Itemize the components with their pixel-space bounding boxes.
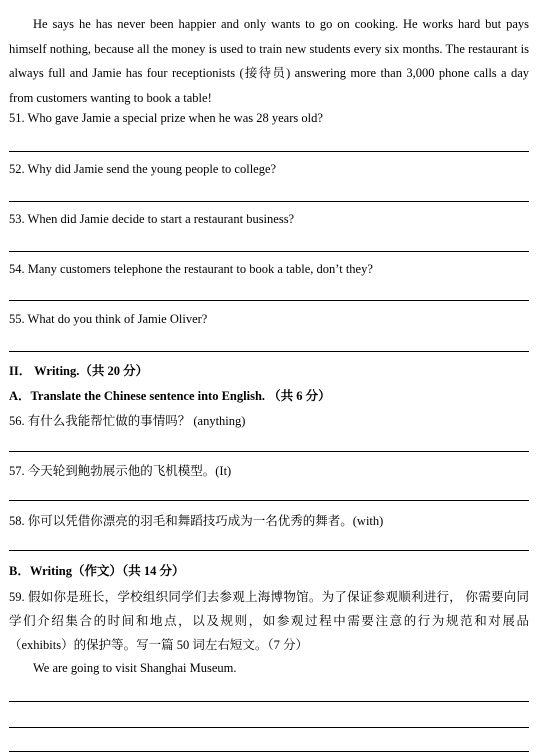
section-heading-writing: II． Writing.（共 20 分） (9, 364, 149, 378)
question-57: 57. 今天轮到鲍勃展示他的飞机模型。(It) (9, 464, 232, 478)
essay-line-1[interactable] (9, 701, 529, 702)
passage-text: He says he has never been happier and only wants to go on cooking. He works hard but pays himself nothing, because all the money is used to train new students every six months. The restaurant is always full and Jamie has four receptionists (接待员) answering more than 3,000 phone calls a day from customers wanting to book a table! (9, 17, 529, 105)
part-b-heading: B．Writing（作文）（共 14 分） (9, 564, 185, 578)
essay-prompt: 59. 假如你是班长，学校组织同学们去参观上海博物馆。为了保证参观顺利进行， 你需要向同学们介绍集合的时间和地点，以及规则，如参观过程中需要注意的行为规范和对展品（exhibits）的保护等。写一篇 50 词左右短文。（7 分） (9, 590, 529, 652)
passage-paragraph (9, 12, 529, 110)
answer-line-53[interactable] (9, 251, 529, 252)
answer-line-52[interactable] (9, 201, 529, 202)
answer-line-56[interactable] (9, 451, 529, 452)
part-a-heading: A．Translate the Chinese sentence into English. （共 6 分） (9, 389, 331, 403)
answer-line-57[interactable] (9, 500, 529, 501)
answer-line-55[interactable] (9, 351, 529, 352)
question-52: 52. Why did Jamie send the young people to college? (9, 162, 277, 176)
essay-opening-sentence: We are going to visit Shanghai Museum. (33, 661, 237, 675)
answer-line-54[interactable] (9, 300, 529, 301)
essay-line-2[interactable] (9, 727, 529, 728)
essay-line-3[interactable] (9, 751, 529, 752)
question-56: 56. 有什么我能帮忙做的事情吗？ (anything) (9, 414, 246, 428)
question-58: 58. 你可以凭借你漂亮的羽毛和舞蹈技巧成为一名优秀的舞者。(with) (9, 514, 384, 528)
question-55: 55. What do you think of Jamie Oliver? (9, 312, 208, 326)
answer-line-51[interactable] (9, 151, 529, 152)
question-51: 51. Who gave Jamie a special prize when he was 28 years old? (9, 111, 323, 125)
answer-line-58[interactable] (9, 550, 529, 551)
question-53: 53. When did Jamie decide to start a restaurant business? (9, 212, 295, 226)
question-54: 54. Many customers telephone the restaurant to book a table, don’t they? (9, 262, 373, 276)
